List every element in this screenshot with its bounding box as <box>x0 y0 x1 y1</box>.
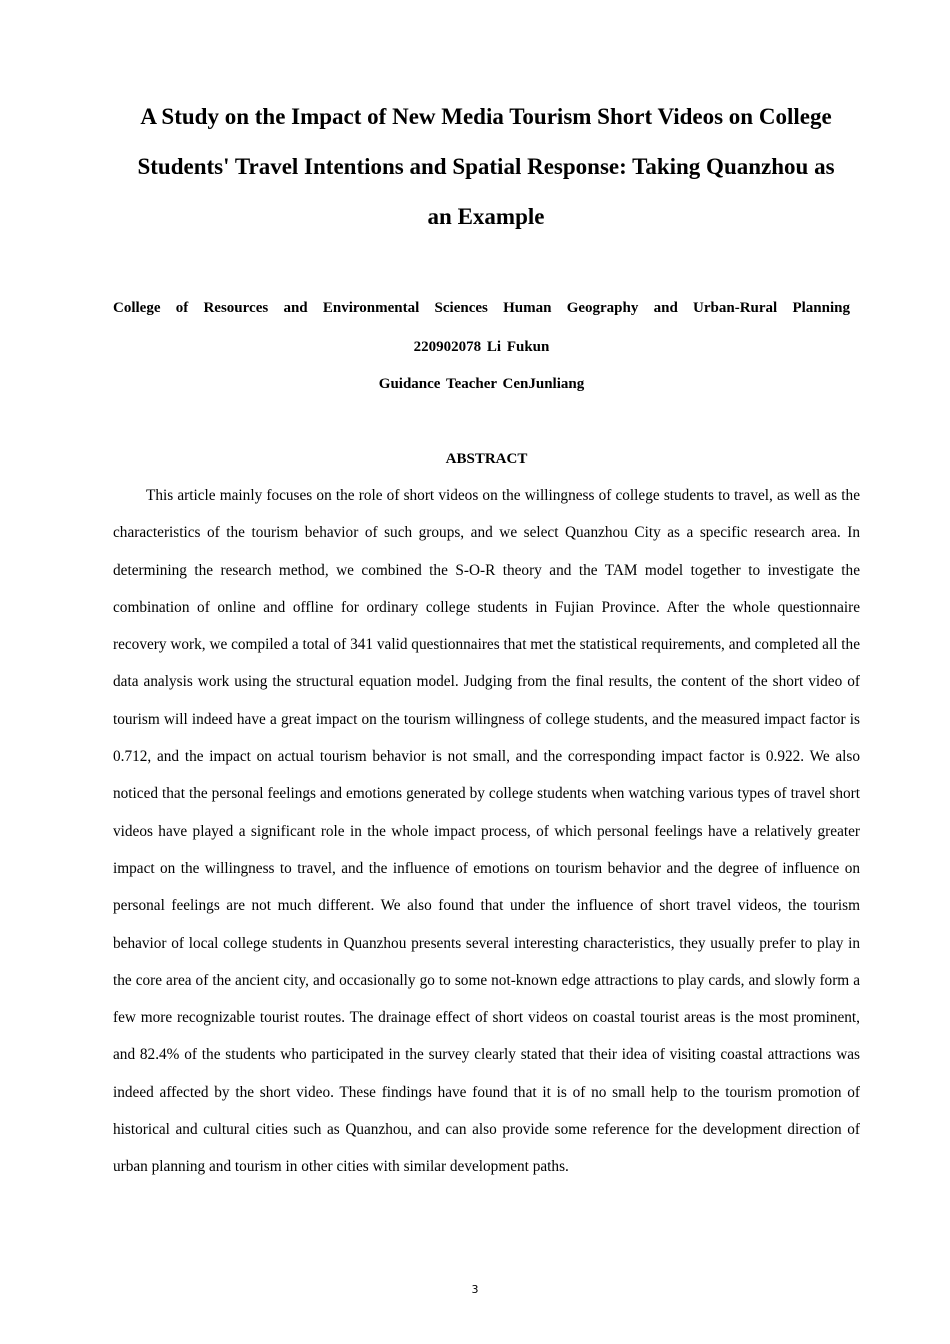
page-number: 3 <box>471 1283 479 1296</box>
author-affiliation: College of Resources and Environmental Sciences Human Geography and Urban-Rural Planning <box>113 300 850 316</box>
abstract-body: This article mainly focuses on the role of short videos on the willingness of college students to travel, as well as the characteristics of the tourism behavior of such groups, and we select Quanzhou City as a specific research area. In determining the research method, we combined the S-O-R theory and the TAM model together to investigate the combination of online and offline for ordinary college students in Fujian Province. After the whole questionnaire recovery work, we compiled a total of 341 valid questionnaires that met the statistical requirements, and completed all the data analysis work using the structural equation model. Judging from the final results, the content of the short video of tourism will indeed have a great impact on the tourism willingness of college students, and the measured impact factor is 0.712, and the impact on actual tourism behavior is not small, and the corresponding impact factor is 0.922. We also noticed that the personal feelings and emotions generated by college students when watching various types of travel short videos have played a significant role in the whole impact process, of which personal feelings have a relatively greater impact on the willingness to travel, and the influence of emotions on tourism behavior and the degree of influence on personal feelings are not much different. We also found that under the influence of short travel videos, the tourism behavior of local college students in Quanzhou presents several interesting characteristics, they usually prefer to play in the core area of the ancient city, and occasionally go to some not-known edge attractions to play cards, and slowly form a few more recognizable tourist routes. The drainage effect of short videos on coastal tourist areas is the most prominent, and 82.4% of the students who participated in the survey clearly stated that their idea of visiting coastal attractions was indeed affected by the short video. These findings have found that it is of no small help to the tourism promotion of historical and cultural cities such as Quanzhou, and can also provide some reference for the development direction of urban planning and tourism in other cities with similar development paths. <box>113 487 860 1176</box>
abstract-heading: ABSTRACT <box>445 451 528 467</box>
paper-title-line-2: Students' Travel Intentions and Spatial Response: Taking Quanzhou as <box>137 154 835 179</box>
author-student-line: 220902078 Li Fukun <box>413 339 550 355</box>
guidance-teacher-line: Guidance Teacher CenJunliang <box>378 376 585 392</box>
paper-title-line-1: A Study on the Impact of New Media Tourism Short Videos on College <box>140 104 832 129</box>
paper-title <box>95 92 877 242</box>
paper-title-line-3: an Example <box>427 204 545 229</box>
